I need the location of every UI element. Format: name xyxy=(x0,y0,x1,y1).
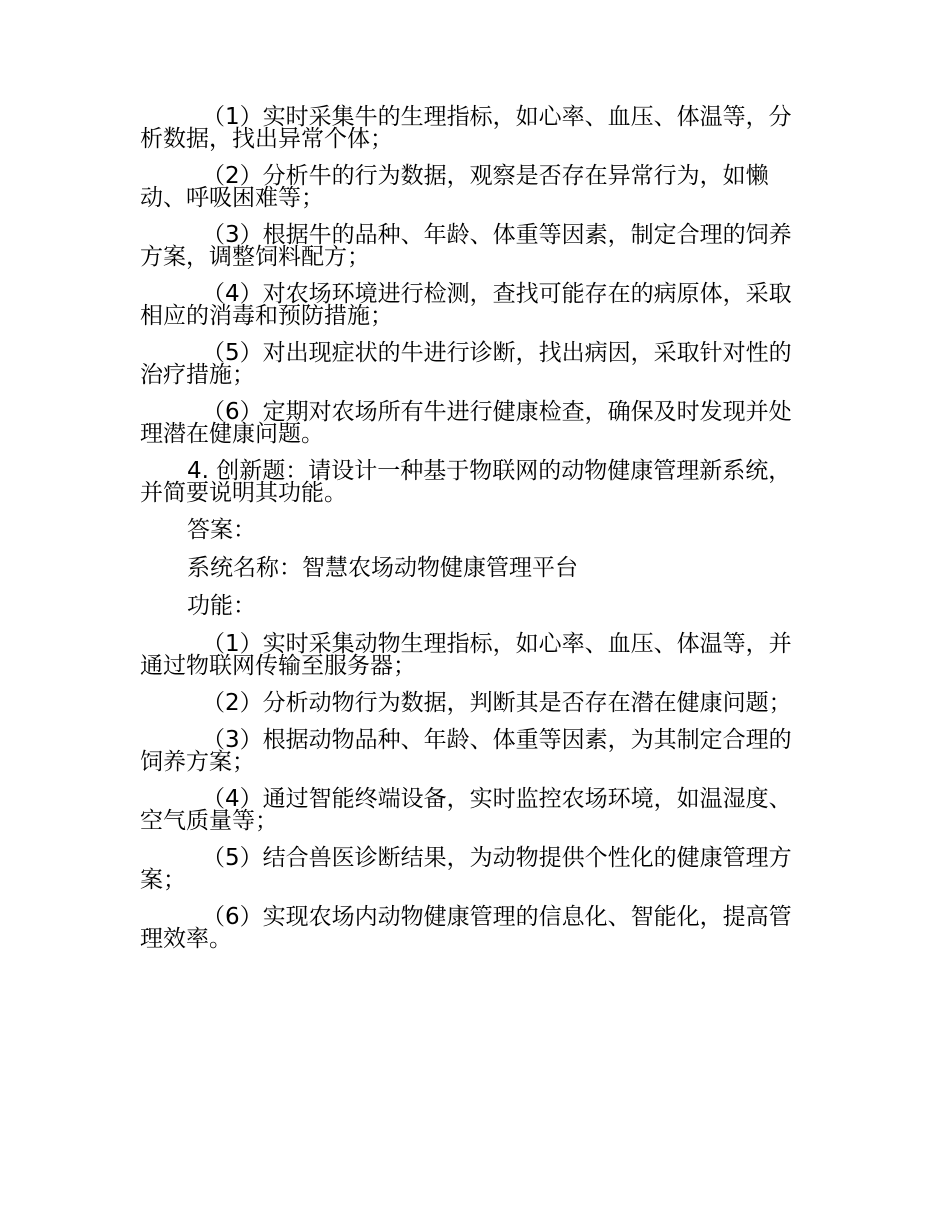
paragraph-cattle-item-1: （1）实时采集牛的生理指标，如心率、血压、体温等，分析数据，找出异常个体； xyxy=(140,104,792,152)
answer-label: 答案： xyxy=(187,517,256,543)
paragraph-cattle-item-5: （5）对出现症状的牛进行诊断，找出病因，采取针对性的治疗措施； xyxy=(140,340,792,388)
document-body xyxy=(140,106,805,965)
paragraph-function-item-1: （1）实时采集动物生理指标，如心率、血压、体温等，并通过物联网传输至服务器； xyxy=(140,631,792,679)
paragraph-function-item-2: （2）分析动物行为数据，判断其是否存在潜在健康问题； xyxy=(202,690,792,716)
paragraph-cattle-item-4: （4）对农场环境进行检测，查找可能存在的病原体，采取相应的消毒和预防措施； xyxy=(140,281,792,329)
paragraph-cattle-item-2: （2）分析牛的行为数据，观察是否存在异常行为，如懒动、呼吸困难等； xyxy=(140,163,769,211)
paragraph-function-item-6: （6）实现农场内动物健康管理的信息化、智能化，提高管理效率。 xyxy=(140,904,792,952)
paragraph-function-item-3: （3）根据动物品种、年龄、体重等因素，为其制定合理的饲养方案； xyxy=(140,727,792,775)
paragraph-function-item-4: （4）通过智能终端设备，实时监控农场环境，如温湿度、空气质量等； xyxy=(140,786,792,834)
question-heading: 4. 创新题：请设计一种基于物联网的动物健康管理新系统，并简要说明其功能。 xyxy=(140,458,792,506)
paragraph-cattle-item-3: （3）根据牛的品种、年龄、体重等因素，制定合理的饲养方案，调整饲料配方； xyxy=(140,222,792,270)
paragraph-function-item-5: （5）结合兽医诊断结果，为动物提供个性化的健康管理方案； xyxy=(140,845,792,893)
function-label: 功能： xyxy=(187,593,256,619)
system-name-line: 系统名称：智慧农场动物健康管理平台 xyxy=(187,555,578,581)
paragraph-cattle-item-6: （6）定期对农场所有牛进行健康检查，确保及时发现并处理潜在健康问题。 xyxy=(140,399,792,447)
